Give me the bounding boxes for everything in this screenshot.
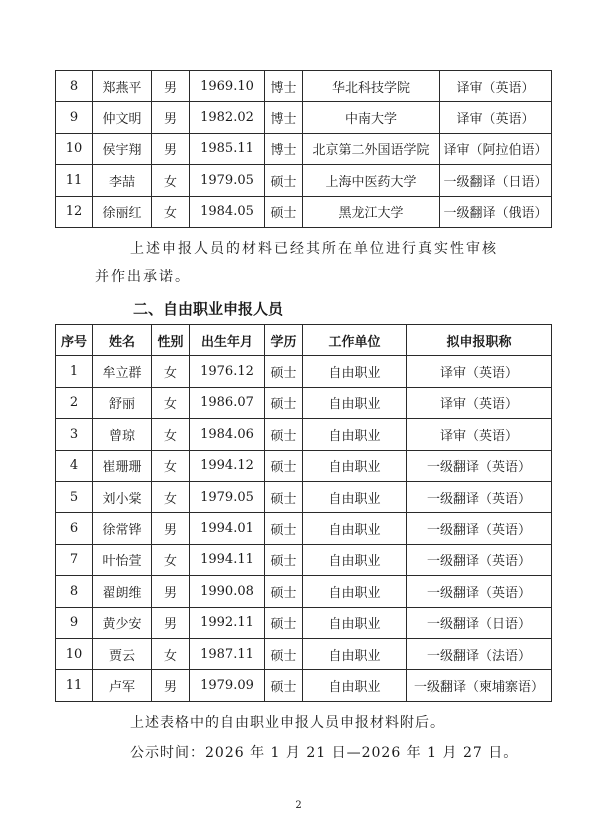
statement-line-1: 上述申报人员的材料已经其所在单位进行真实性审核 (130, 241, 498, 257)
section-heading-freelance: 二、自由职业申报人员 (133, 300, 284, 318)
cell-name: 侯宇翔 (93, 133, 152, 164)
cell-degree: 硕士 (265, 419, 303, 450)
cell-unit: 自由职业 (303, 419, 407, 450)
cell-degree: 硕士 (265, 356, 303, 387)
cell-gender: 男 (152, 607, 190, 638)
cell-birth: 1994.11 (190, 544, 265, 575)
cell-unit: 自由职业 (303, 481, 407, 512)
table-row (56, 419, 552, 450)
header-birth: 出生年月 (190, 325, 265, 356)
cell-gender: 男 (152, 513, 190, 544)
table-row (56, 638, 552, 669)
header-gender: 性别 (152, 325, 190, 356)
cell-no: 1 (56, 356, 93, 387)
cell-name: 崔珊珊 (93, 450, 152, 481)
cell-unit: 自由职业 (303, 450, 407, 481)
cell-title: 译审（英语） (440, 102, 552, 133)
cell-no: 5 (56, 481, 93, 512)
cell-degree: 硕士 (265, 196, 303, 227)
cell-degree: 硕士 (265, 638, 303, 669)
cell-degree: 硕士 (265, 670, 303, 701)
cell-birth: 1982.02 (190, 102, 265, 133)
cell-birth: 1985.11 (190, 133, 265, 164)
cell-birth: 1994.12 (190, 450, 265, 481)
cell-unit: 自由职业 (303, 513, 407, 544)
cell-birth: 1984.06 (190, 419, 265, 450)
cell-gender: 女 (152, 481, 190, 512)
cell-birth: 1986.07 (190, 387, 265, 418)
cell-birth: 1984.05 (190, 196, 265, 227)
table-row (56, 102, 552, 133)
cell-no: 7 (56, 544, 93, 575)
cell-title: 译审（英语） (407, 419, 552, 450)
cell-degree: 硕士 (265, 544, 303, 575)
cell-gender: 男 (152, 102, 190, 133)
cell-birth: 1979.05 (190, 481, 265, 512)
cell-degree: 硕士 (265, 607, 303, 638)
header-unit: 工作单位 (303, 325, 407, 356)
table-row (56, 71, 552, 102)
cell-birth: 1969.10 (190, 71, 265, 102)
cell-gender: 男 (152, 670, 190, 701)
cell-gender: 女 (152, 165, 190, 196)
cell-name: 刘小棠 (93, 481, 152, 512)
cell-gender: 男 (152, 576, 190, 607)
cell-no: 6 (56, 513, 93, 544)
cell-name: 徐丽红 (93, 196, 152, 227)
cell-title: 译审（英语） (407, 387, 552, 418)
cell-gender: 男 (152, 71, 190, 102)
cell-gender: 男 (152, 133, 190, 164)
cell-no: 4 (56, 450, 93, 481)
cell-birth: 1987.11 (190, 638, 265, 669)
publication-period: 公示时间：2026 年 1 月 21 日—2026 年 1 月 27 日。 (130, 745, 519, 761)
cell-no: 8 (56, 71, 93, 102)
cell-name: 叶怡萱 (93, 544, 152, 575)
cell-birth: 1979.05 (190, 165, 265, 196)
statement-line-2: 并作出承诺。 (95, 269, 191, 285)
cell-no: 2 (56, 387, 93, 418)
cell-name: 李喆 (93, 165, 152, 196)
cell-no: 11 (56, 165, 93, 196)
table-row (56, 481, 552, 512)
cell-unit: 自由职业 (303, 638, 407, 669)
cell-title: 译审（英语） (440, 71, 552, 102)
cell-no: 10 (56, 638, 93, 669)
cell-gender: 女 (152, 387, 190, 418)
cell-birth: 1979.09 (190, 670, 265, 701)
cell-gender: 女 (152, 196, 190, 227)
cell-unit: 自由职业 (303, 544, 407, 575)
table-row (56, 670, 552, 701)
cell-no: 9 (56, 102, 93, 133)
cell-unit: 自由职业 (303, 387, 407, 418)
cell-name: 仲文明 (93, 102, 152, 133)
cell-title: 一级翻译（英语） (407, 481, 552, 512)
cell-gender: 女 (152, 450, 190, 481)
cell-unit: 黑龙江大学 (303, 196, 440, 227)
cell-title: 一级翻译（俄语） (440, 196, 552, 227)
cell-name: 舒丽 (93, 387, 152, 418)
footer-note: 上述表格中的自由职业申报人员申报材料附后。 (130, 715, 445, 731)
applicants-table-continued (55, 70, 552, 228)
cell-birth: 1990.08 (190, 576, 265, 607)
cell-name: 牟立群 (93, 356, 152, 387)
cell-name: 卢军 (93, 670, 152, 701)
cell-unit: 中南大学 (303, 102, 440, 133)
table-row (56, 356, 552, 387)
cell-name: 翟朗维 (93, 576, 152, 607)
header-degree: 学历 (265, 325, 303, 356)
freelance-applicants-table (55, 324, 552, 702)
cell-unit: 华北科技学院 (303, 71, 440, 102)
cell-name: 黄少安 (93, 607, 152, 638)
table-row (56, 387, 552, 418)
cell-title: 译审（英语） (407, 356, 552, 387)
cell-title: 一级翻译（英语） (407, 576, 552, 607)
cell-birth: 1992.11 (190, 607, 265, 638)
cell-degree: 硕士 (265, 481, 303, 512)
cell-name: 曾琼 (93, 419, 152, 450)
cell-title: 一级翻译（日语） (407, 607, 552, 638)
cell-gender: 女 (152, 638, 190, 669)
cell-name: 郑燕平 (93, 71, 152, 102)
cell-degree: 博士 (265, 133, 303, 164)
table-row (56, 576, 552, 607)
cell-title: 一级翻译（柬埔寨语） (407, 670, 552, 701)
cell-degree: 硕士 (265, 576, 303, 607)
cell-unit: 自由职业 (303, 356, 407, 387)
cell-title: 一级翻译（法语） (407, 638, 552, 669)
cell-name: 贾云 (93, 638, 152, 669)
cell-birth: 1994.01 (190, 513, 265, 544)
cell-no: 12 (56, 196, 93, 227)
cell-degree: 博士 (265, 102, 303, 133)
table-row (56, 607, 552, 638)
cell-unit: 上海中医药大学 (303, 165, 440, 196)
cell-gender: 女 (152, 419, 190, 450)
cell-degree: 硕士 (265, 387, 303, 418)
cell-title: 一级翻译（英语） (407, 544, 552, 575)
cell-degree: 硕士 (265, 165, 303, 196)
cell-no: 3 (56, 419, 93, 450)
header-name: 姓名 (93, 325, 152, 356)
cell-unit: 自由职业 (303, 576, 407, 607)
table-row (56, 133, 552, 164)
cell-degree: 硕士 (265, 450, 303, 481)
cell-gender: 女 (152, 544, 190, 575)
cell-unit: 自由职业 (303, 670, 407, 701)
cell-no: 10 (56, 133, 93, 164)
header-no: 序号 (56, 325, 93, 356)
cell-title: 一级翻译（英语） (407, 513, 552, 544)
table-row (56, 450, 552, 481)
cell-title: 一级翻译（英语） (407, 450, 552, 481)
table-row (56, 513, 552, 544)
cell-title: 一级翻译（日语） (440, 165, 552, 196)
header-title: 拟申报职称 (407, 325, 552, 356)
cell-unit: 自由职业 (303, 607, 407, 638)
cell-degree: 硕士 (265, 513, 303, 544)
cell-unit: 北京第二外国语学院 (303, 133, 440, 164)
table-row (56, 196, 552, 227)
cell-birth: 1976.12 (190, 356, 265, 387)
cell-name: 徐常铧 (93, 513, 152, 544)
cell-no: 11 (56, 670, 93, 701)
cell-no: 9 (56, 607, 93, 638)
table-header-row (56, 325, 552, 356)
table-row (56, 165, 552, 196)
cell-title: 译审（阿拉伯语） (440, 133, 552, 164)
table-row (56, 544, 552, 575)
cell-degree: 博士 (265, 71, 303, 102)
page-number: 2 (295, 800, 302, 811)
cell-gender: 女 (152, 356, 190, 387)
cell-no: 8 (56, 576, 93, 607)
